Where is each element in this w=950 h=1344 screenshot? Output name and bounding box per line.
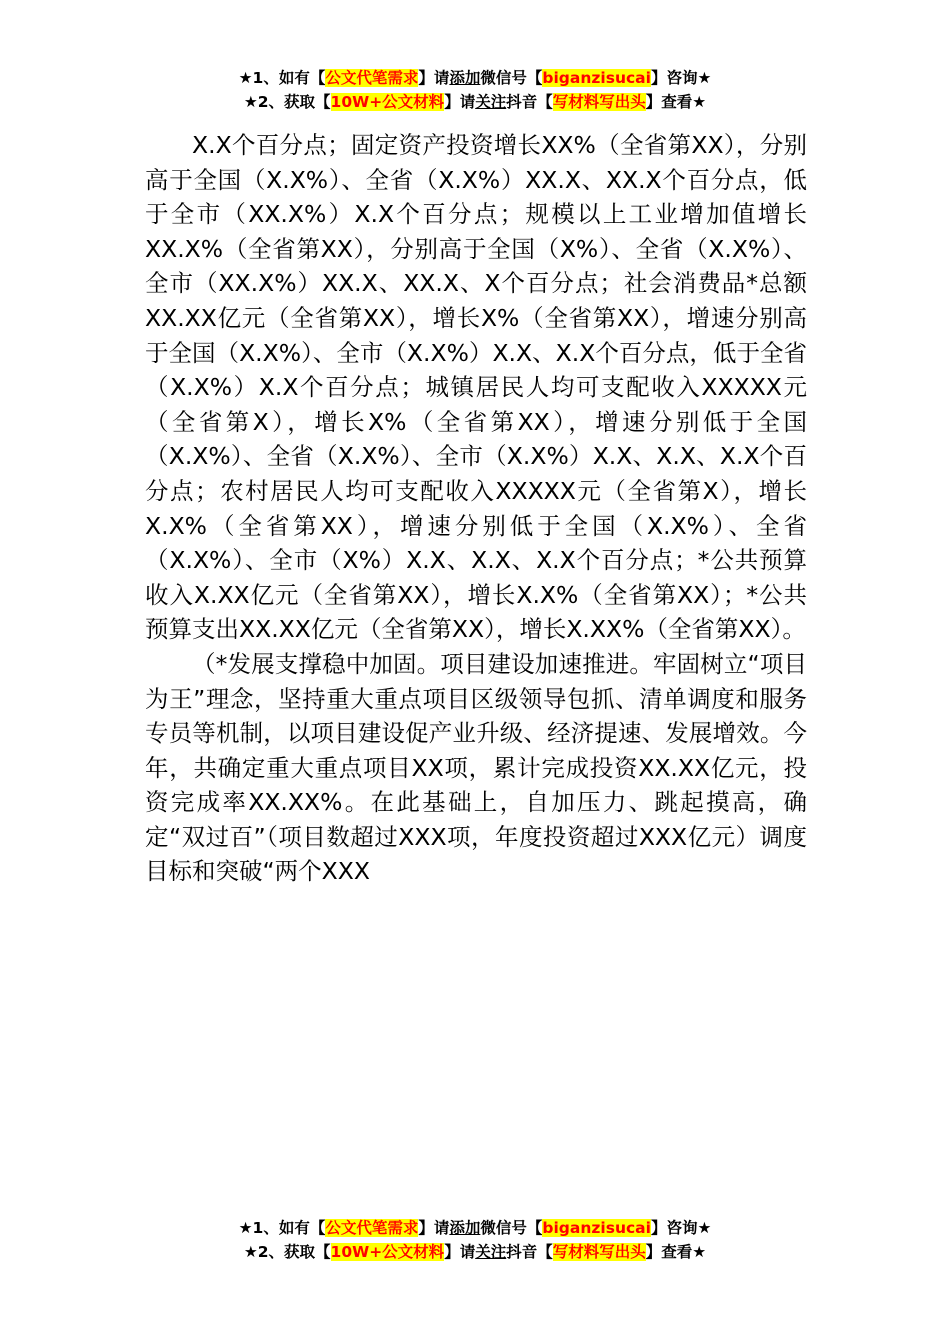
header-line1-emphasis: 添加 (449, 69, 481, 87)
footer-line1-highlight-wechat-id: biganzisucai (542, 1219, 651, 1237)
footer-line2-middle: 】请 (444, 1243, 476, 1261)
footer-line1-emphasis: 添加 (449, 1219, 481, 1237)
footer-line2-highlight-materials: 10W+公文材料 (330, 1243, 445, 1261)
header-line2-middle-2: 抖音【 (506, 93, 553, 111)
body-paragraph-1: X.X个百分点；固定资产投资增长XX%（全省第XX），分别高于全国（X.X%）、全省（X.X%）XX.X、XX.X个百分点，低于全市（XX.X%）X.X个百分点；规模以上工业增加值增长XX.X%（全省第XX），分别高于全国（X%）、全省（X.X%）、全市（XX.X%）XX.X、XX.X、X个百分点；社会消费品*总额XX.XX亿元（全省第XX），增长X%（全省第XX），增速分别高于全国（X.X%）、全市（X.X%）X.X、X.X个百分点，低于全省（X.X%）X.X个百分点；城镇居民人均可支配收入XXXXX元（全省第X），增长X%（全省第XX），增速分别低于全国（X.X%）、全省（X.X%）、全市（X.X%）X.X、X.X、X.X个百分点；农村居民人均可支配收入XXXXX元（全省第X），增长X.X%（全省第XX），增速分别低于全国（X.X%）、全省（X.X%）、全市（X%）X.X、X.X、X.X个百分点；*公共预算收入X.XX亿元（全省第XX），增长X.X%（全省第XX）；*公共预算支出XX.XX亿元（全省第XX），增长X.XX%（全省第XX）。 (145, 131, 807, 644)
footer-line2-emphasis: 关注 (475, 1243, 507, 1261)
header-line2-prefix: ★2、获取【 (243, 93, 331, 111)
header-line1-highlight-wechat-id: biganzisucai (542, 69, 651, 87)
header-line1-middle-2: 微信号【 (480, 69, 543, 87)
footer-ad-banner (0, 1216, 950, 1264)
footer-line1-highlight-service: 公文代笔需求 (325, 1219, 419, 1237)
footer-line1-suffix: 】咨询★ (650, 1219, 712, 1237)
header-line2-emphasis: 关注 (475, 93, 507, 111)
header-line2-highlight-materials: 10W+公文材料 (330, 93, 445, 111)
footer-line1-middle-2: 微信号【 (480, 1219, 543, 1237)
footer-line2-middle-2: 抖音【 (506, 1243, 553, 1261)
header-ad-line-2 (0, 90, 950, 114)
header-line1-highlight-service: 公文代笔需求 (325, 69, 419, 87)
footer-ad-line-2 (0, 1240, 950, 1264)
header-line1-prefix: ★1、如有【 (238, 69, 326, 87)
header-line1-suffix: 】咨询★ (650, 69, 712, 87)
document-body (145, 128, 807, 889)
footer-line2-suffix: 】查看★ (645, 1243, 707, 1261)
header-ad-banner (0, 66, 950, 114)
footer-line1-middle: 】请 (418, 1219, 450, 1237)
footer-line1-prefix: ★1、如有【 (238, 1219, 326, 1237)
footer-line2-prefix: ★2、获取【 (243, 1243, 331, 1261)
header-ad-line-1 (0, 66, 950, 90)
footer-ad-line-1 (0, 1216, 950, 1240)
header-line2-highlight-douyin: 写材料写出头 (552, 93, 646, 111)
header-line2-suffix: 】查看★ (645, 93, 707, 111)
body-paragraph-2: （*发展支撑稳中加固。项目建设加速推进。牢固树立“项目为王”理念，坚持重大重点项目区级领导包抓、清单调度和服务专员等机制，以项目建设促产业升级、经济提速、发展增效。今年，共确定重大重点项目XX项，累计完成投资XX.XX亿元，投资完成率XX.XX%。在此基础上，自加压力、跳起摸高，确定“双过百”（项目数超过XXX项，年度投资超过XXX亿元）调度目标和突破“两个XXX (145, 649, 807, 886)
header-line2-middle: 】请 (444, 93, 476, 111)
header-line1-middle: 】请 (418, 69, 450, 87)
footer-line2-highlight-douyin: 写材料写出头 (552, 1243, 646, 1261)
